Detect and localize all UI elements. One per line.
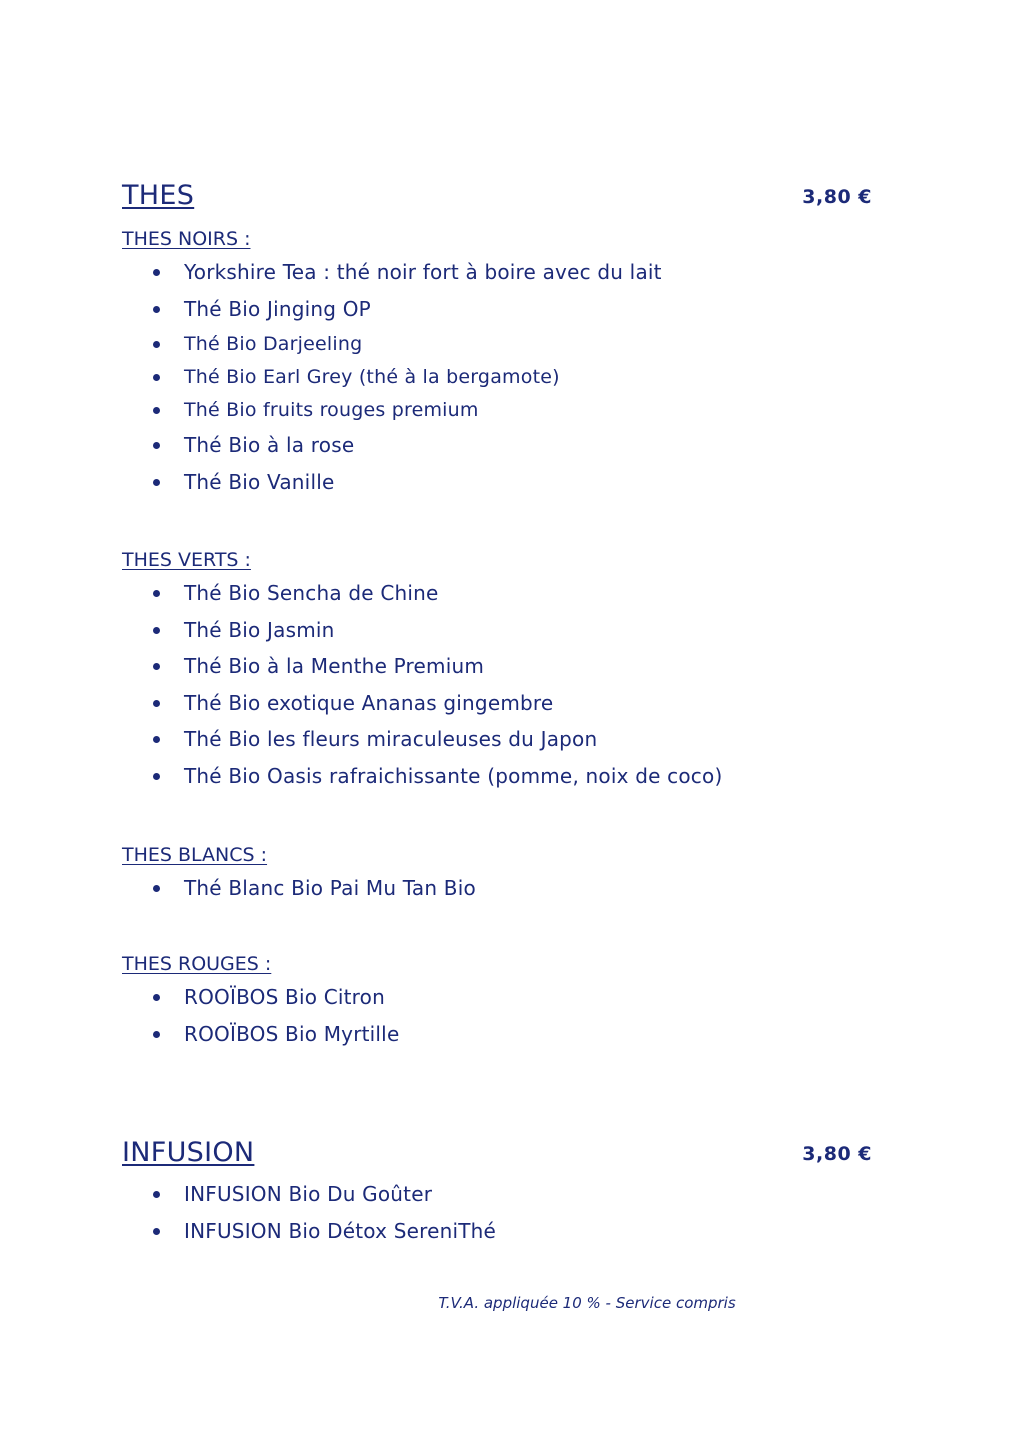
- item-label: Thé Bio Sencha de Chine: [184, 581, 439, 605]
- list-item: [122, 1176, 872, 1213]
- item-label: Thé Bio Vanille: [184, 469, 335, 494]
- bullet-icon: [153, 442, 160, 449]
- thes-noirs-list: [122, 254, 872, 500]
- bullet-icon: [153, 663, 160, 670]
- item-label: Thé Bio Jasmin: [184, 617, 335, 642]
- bullet-icon: [153, 269, 160, 276]
- list-item: [122, 1016, 872, 1053]
- footer-note: T.V.A. appliquée 10 % - Service compris: [438, 1294, 736, 1312]
- thes-price: 3,80 €: [802, 186, 872, 208]
- list-item: [122, 979, 872, 1016]
- list-item: [122, 575, 872, 612]
- item-label: Thé Bio Jinging OP: [184, 296, 371, 321]
- list-item: [122, 870, 872, 907]
- item-label: Thé Bio les fleurs miraculeuses du Japon: [184, 727, 598, 751]
- list-item: [122, 721, 872, 758]
- thes-rouges-title: THES ROUGES :: [122, 953, 272, 975]
- list-item: [122, 1213, 872, 1250]
- list-item: [122, 464, 872, 501]
- bullet-icon: [153, 1191, 160, 1198]
- infusion-title: INFUSION: [122, 1137, 255, 1168]
- item-label: Thé Bio Earl Grey (thé à la bergamote): [184, 366, 560, 388]
- thes-verts-title: THES VERTS :: [122, 549, 251, 571]
- item-label: INFUSION Bio Détox SereniThé: [184, 1218, 497, 1243]
- infusion-section: [122, 1176, 872, 1249]
- list-item: [122, 685, 872, 722]
- thes-rouges-list: [122, 979, 872, 1052]
- bullet-icon: [153, 1228, 160, 1235]
- bullet-icon: [153, 590, 160, 597]
- list-item: [122, 361, 872, 393]
- thes-blancs-list: [122, 870, 872, 907]
- bullet-icon: [153, 627, 160, 634]
- list-item: [122, 648, 872, 685]
- item-label: Thé Bio à la rose: [184, 433, 355, 457]
- item-label: Thé Bio Oasis rafraichissante (pomme, noix de coco): [184, 763, 723, 788]
- thes-blancs-title: THES BLANCS :: [122, 844, 268, 866]
- bullet-icon: [153, 341, 160, 348]
- bullet-icon: [153, 1031, 160, 1038]
- thes-rouges-section: [122, 949, 872, 1052]
- infusion-section-header: [122, 1137, 872, 1177]
- list-item: [122, 393, 872, 427]
- item-label: Thé Bio Darjeeling: [184, 333, 363, 355]
- infusion-list: [122, 1176, 872, 1249]
- list-item: [122, 427, 872, 464]
- thes-title: THES: [122, 180, 195, 211]
- bullet-icon: [153, 479, 160, 486]
- item-label: Thé Bio à la Menthe Premium: [184, 654, 485, 678]
- item-label: Thé Bio fruits rouges premium: [184, 399, 479, 421]
- infusion-price: 3,80 €: [802, 1143, 872, 1165]
- item-label: Thé Bio exotique Ananas gingembre: [184, 690, 554, 715]
- item-label: Thé Blanc Bio Pai Mu Tan Bio: [184, 876, 476, 900]
- thes-verts-section: [122, 545, 872, 794]
- bullet-icon: [153, 736, 160, 743]
- item-label: Yorkshire Tea : thé noir fort à boire avec du lait: [184, 260, 662, 284]
- item-label: ROOÏBOS Bio Myrtille: [184, 1021, 400, 1046]
- thes-section-header: [122, 180, 872, 220]
- list-item: [122, 612, 872, 649]
- bullet-icon: [153, 407, 160, 414]
- thes-verts-list: [122, 575, 872, 794]
- bullet-icon: [153, 885, 160, 892]
- bullet-icon: [153, 994, 160, 1001]
- bullet-icon: [153, 700, 160, 707]
- list-item: [122, 758, 872, 795]
- list-item: [122, 291, 872, 328]
- thes-blancs-section: [122, 840, 872, 907]
- item-label: INFUSION Bio Du Goûter: [184, 1182, 433, 1206]
- thes-noirs-section: [122, 224, 872, 500]
- bullet-icon: [153, 306, 160, 313]
- thes-noirs-title: THES NOIRS :: [122, 228, 251, 250]
- bullet-icon: [153, 773, 160, 780]
- list-item: [122, 327, 872, 361]
- bullet-icon: [153, 374, 160, 381]
- list-item: [122, 254, 872, 291]
- item-label: ROOÏBOS Bio Citron: [184, 985, 385, 1009]
